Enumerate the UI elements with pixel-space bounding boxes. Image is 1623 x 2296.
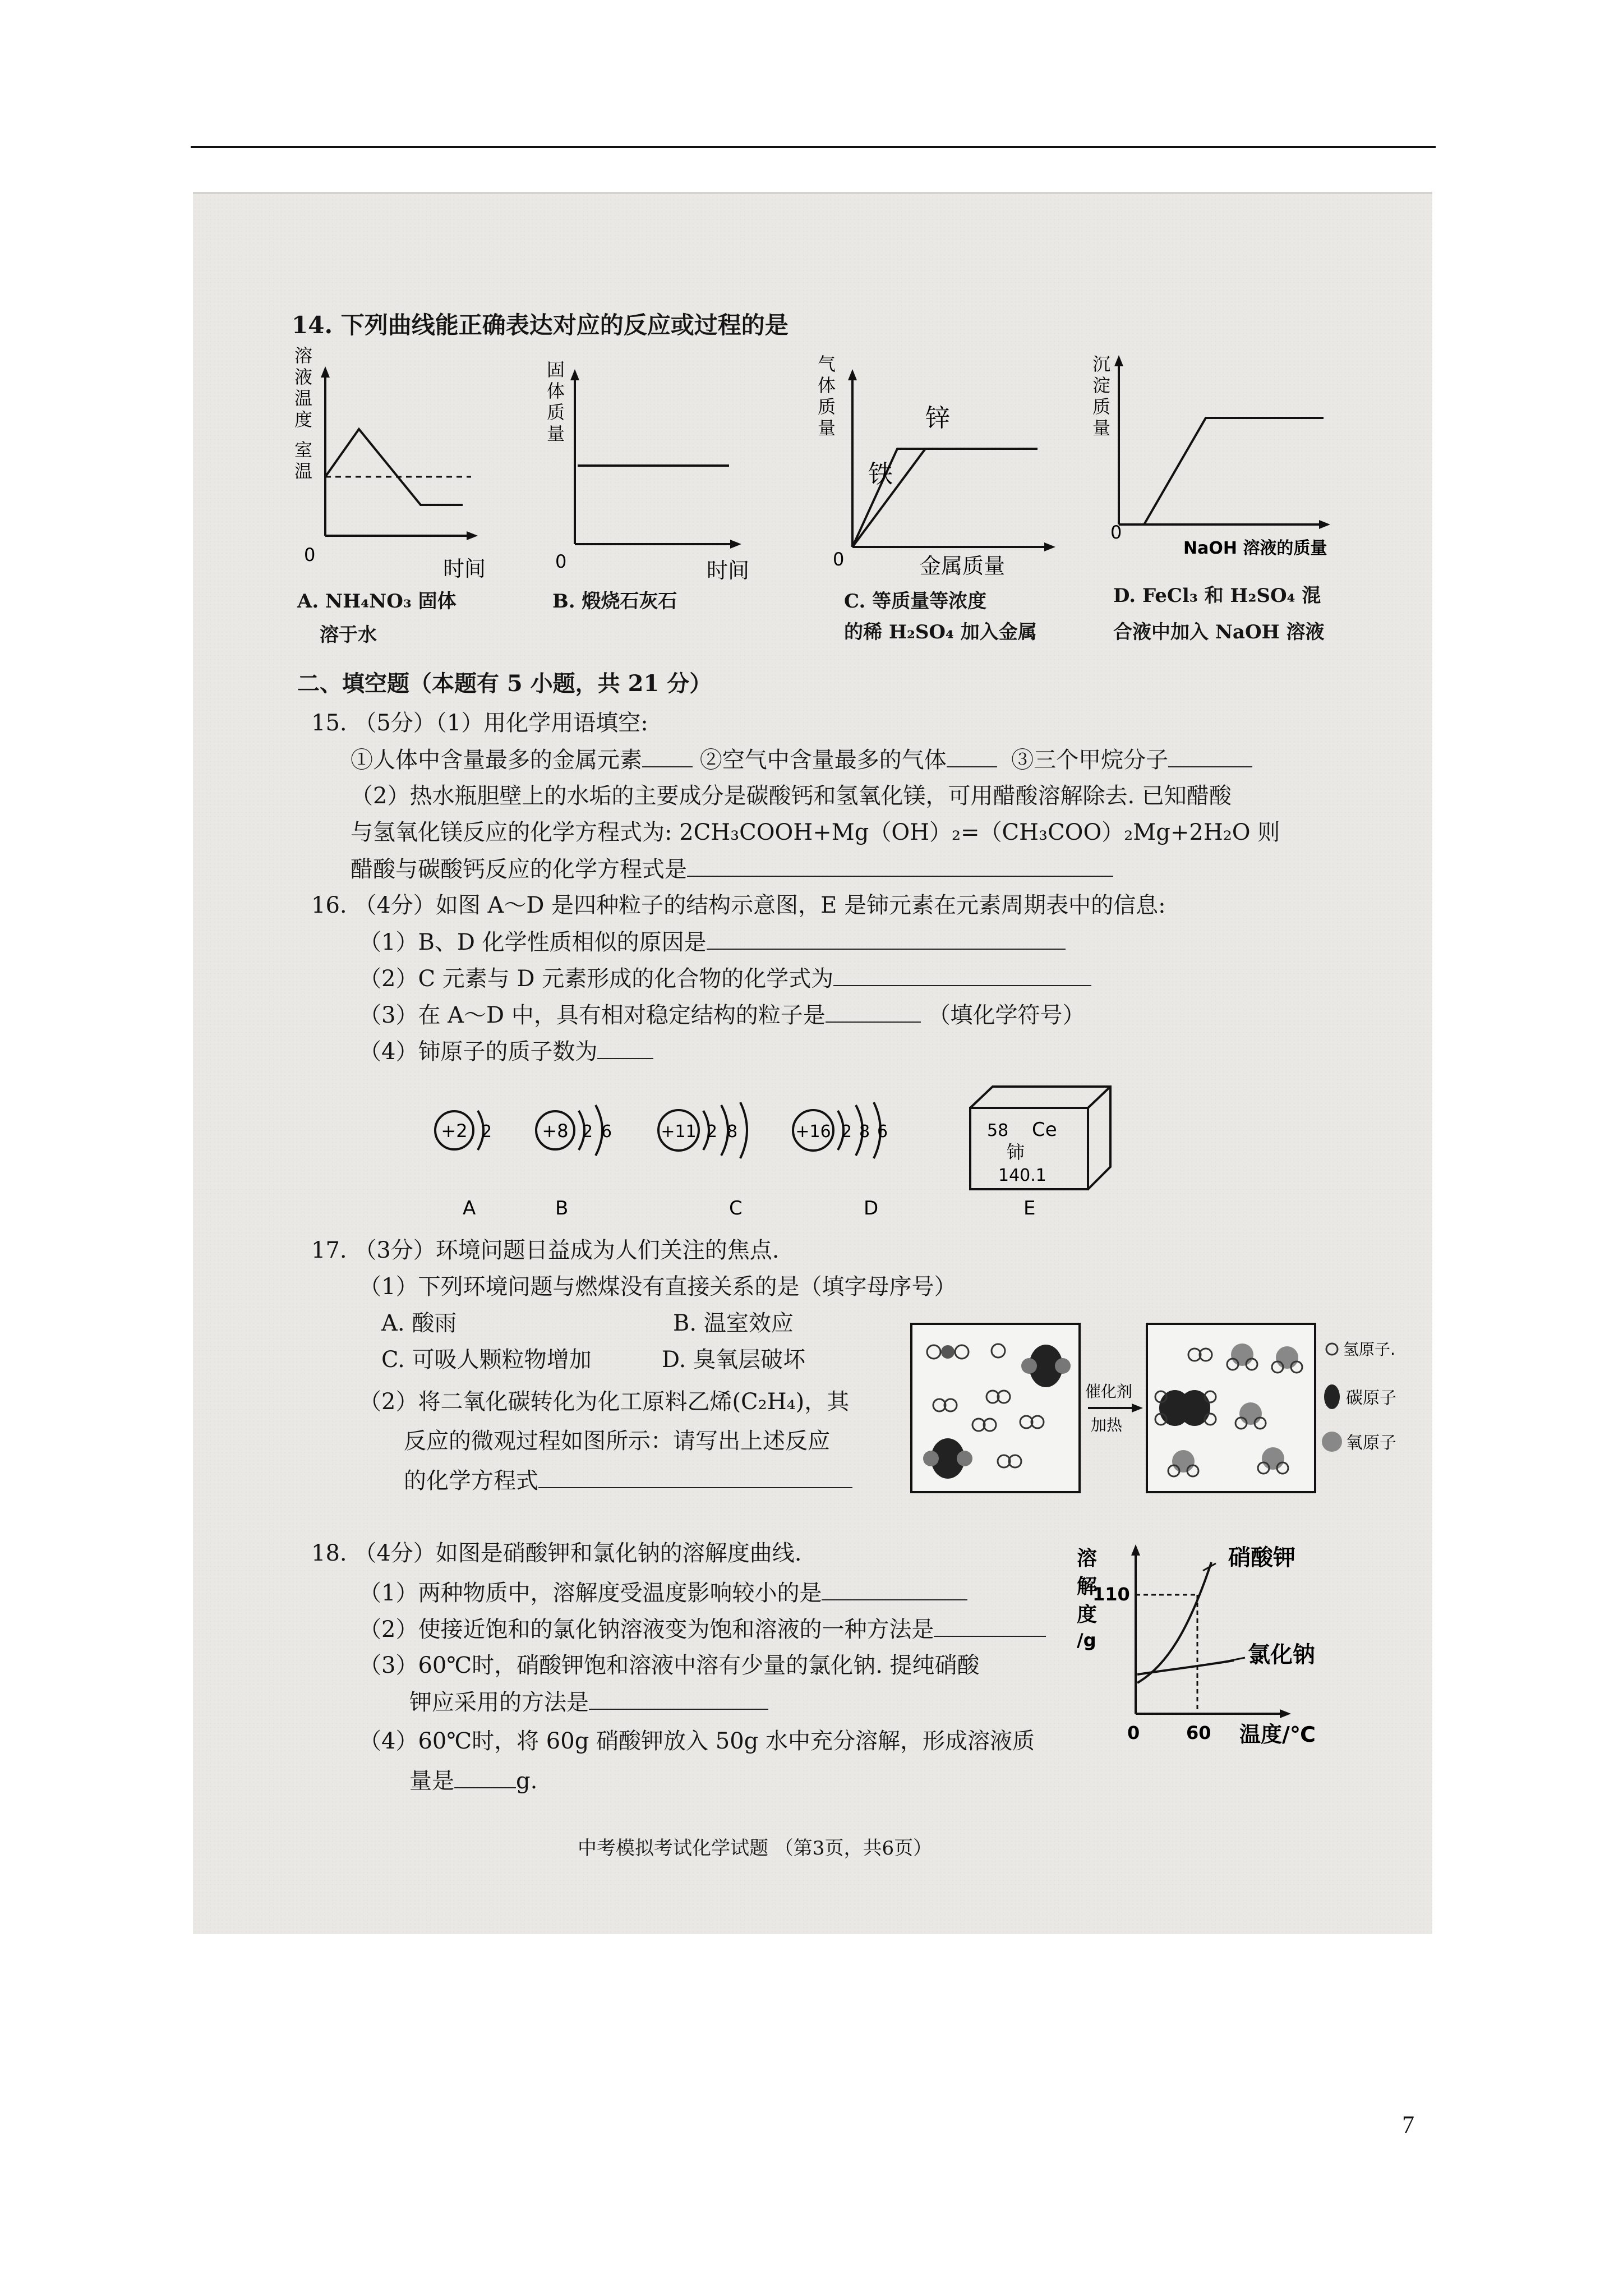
q15-blank2[interactable] (947, 746, 997, 767)
svg-text:58: 58 (987, 1121, 1009, 1140)
sol-kno3-label: 硝酸钾 (1228, 1545, 1295, 1571)
sol-origin: 0 (1127, 1722, 1140, 1743)
svg-text:+11: +11 (661, 1122, 697, 1142)
graph-a-origin: 0 (304, 544, 316, 565)
page-footer: 中考模拟考试化学试题 （第3页，共6页） (578, 1837, 933, 1860)
svg-text:A: A (463, 1197, 476, 1220)
q17-line2: （1）下列环境问题与燃煤没有直接关系的是（填字母序号） (359, 1274, 957, 1300)
q17-option-c[interactable]: C. 可吸人颗粒物增加 (381, 1347, 592, 1373)
arrow-heat: 加热 (1091, 1416, 1123, 1434)
legend-oxygen (1322, 1432, 1396, 1453)
q15-part1: ①人体中含量最多的金属元素 (351, 747, 642, 773)
graph-d-y3: 质 (1092, 396, 1111, 417)
q15-line2 (351, 746, 1252, 774)
q18-line5 (409, 1688, 768, 1716)
graph-c-xlabel: 金属质量 (920, 554, 1006, 578)
svg-text:6: 6 (877, 1122, 888, 1142)
svg-text:2: 2 (841, 1122, 852, 1142)
q14-option-d-2: 合液中加入 NaOH 溶液 (1113, 621, 1325, 643)
graph-c-y2: 体 (818, 375, 836, 396)
arrow-catalyst: 催化剂 (1085, 1382, 1133, 1401)
svg-text:8: 8 (727, 1122, 738, 1142)
graph-a-room1: 室 (294, 439, 313, 461)
q17-option-b[interactable]: B. 温室效应 (673, 1310, 794, 1336)
q18-line5-text: 钾应采用的方法是 (409, 1690, 589, 1715)
svg-text:+8: +8 (542, 1120, 569, 1142)
q16-line1: 16. （4分）如图 A～D 是四种粒子的结构示意图，E 是铈元素在元素周期表中的信息: (311, 892, 1166, 918)
q18-line3-text: （2）使接近饱和的氯化钠溶液变为饱和溶液的一种方法是 (359, 1617, 934, 1642)
graph-c (813, 342, 1077, 578)
q14-option-d-1[interactable]: D. FeCl₃ 和 H₂SO₄ 混 (1113, 585, 1321, 607)
section-heading: 二、填空题（本题有 5 小题，共 21 分） (297, 670, 712, 697)
q17-line1: 17. （3分）环境问题日益成为人们关注的焦点. (311, 1237, 780, 1263)
q18-line6: （4）60℃时，将 60g 硝酸钾放入 50g 水中充分溶解，形成溶液质 (359, 1728, 1035, 1754)
sol-y4: /g (1077, 1630, 1096, 1651)
q15-blank1[interactable] (642, 746, 693, 767)
q17-line5 (404, 1467, 852, 1494)
graph-c-y1: 气 (818, 353, 836, 375)
nacl-curve (1137, 1660, 1234, 1674)
q17-line5-text: 的化学方程式 (404, 1468, 538, 1494)
q18-line2-text: （1）两种物质中，溶解度受温度影响较小的是 (359, 1580, 822, 1606)
svg-text:8: 8 (859, 1122, 870, 1142)
q16-line3 (359, 965, 1091, 992)
graph-a (292, 345, 494, 581)
atom-diagrams (415, 1080, 1211, 1226)
sol-y1: 溶 (1077, 1547, 1098, 1570)
svg-text:D: D (864, 1197, 879, 1220)
sol-nacl-label: 氯化钠 (1248, 1642, 1315, 1668)
q16-line5-text: （4）铈原子的质子数为 (359, 1039, 598, 1065)
svg-text:E: E (1023, 1197, 1036, 1220)
q18-line1: 18. （4分）如图是硝酸钾和氯化钠的溶解度曲线. (311, 1540, 802, 1566)
graph-c-zinc: 锌 (925, 404, 950, 432)
q18-line4: （3）60℃时，硝酸钾饱和溶液中溶有少量的氯化钠. 提纯硝酸 (359, 1653, 980, 1678)
q15-line3: （2）热水瓶胆壁上的水垢的主要成分是碳酸钙和氢氧化镁，可用醋酸溶解除去. 已知醋酸 (351, 783, 1232, 809)
q18-line7 (409, 1767, 537, 1795)
svg-text:氢原子.: 氢原子. (1343, 1340, 1395, 1359)
sol-xlabel: 温度/℃ (1239, 1722, 1316, 1747)
q16-line5 (359, 1038, 653, 1065)
q15-line1: 15. （5分）（1）用化学用语填空: (311, 710, 648, 736)
graph-a-room2: 温 (294, 461, 313, 482)
graph-c-y4: 量 (818, 417, 836, 439)
sol-y3: 度 (1077, 1603, 1098, 1626)
graph-b-xlabel: 时间 (707, 558, 750, 583)
q14-title: 14. 下列曲线能正确表达对应的反应或过程的是 (292, 311, 789, 339)
q18-blank3[interactable] (589, 1688, 768, 1710)
q18-line7-unit: g. (516, 1768, 538, 1794)
q15-blank4[interactable] (687, 855, 1113, 877)
q17-line3: （2）将二氧化碳转化为化工原料乙烯(C₂H₄)，其 (359, 1389, 850, 1415)
q17-line4: 反应的微观过程如图所示：请写出上述反应 (404, 1428, 830, 1454)
graph-b-y3: 质 (547, 402, 565, 423)
q18-line7-text: 量是 (409, 1768, 454, 1794)
atom-d (793, 1102, 888, 1220)
graph-a-y4: 度 (294, 409, 313, 430)
q14-option-c-2: 的稀 H₂SO₄ 加入金属 (844, 621, 1037, 643)
graph-c-origin: 0 (833, 549, 845, 570)
graph-a-y2: 液 (294, 366, 313, 388)
svg-text:+2: +2 (441, 1120, 468, 1142)
graph-b (544, 359, 780, 583)
q14-option-a-1[interactable]: A. NH₄NO₃ 固体 (297, 590, 457, 613)
q17-blank[interactable] (538, 1467, 852, 1488)
graph-c-iron: 铁 (868, 460, 893, 489)
svg-text:6: 6 (601, 1122, 612, 1142)
svg-text:铈: 铈 (1007, 1142, 1025, 1163)
q16-blank3[interactable] (826, 1001, 921, 1023)
q15-blank3[interactable] (1168, 746, 1252, 767)
graph-d-y2: 淀 (1092, 375, 1111, 396)
q18-line2 (359, 1579, 967, 1607)
q16-line4-hint: （填化学符号） (928, 1002, 1085, 1028)
svg-text:碳原子: 碳原子 (1346, 1388, 1396, 1408)
q16-blank4[interactable] (597, 1038, 653, 1059)
q18-line3 (359, 1616, 1046, 1643)
svg-text:Ce: Ce (1032, 1119, 1057, 1141)
q15-part3: ③三个甲烷分子 (1011, 747, 1169, 773)
sol-x60: 60 (1186, 1722, 1211, 1743)
sol-tick-110: 110 (1092, 1584, 1130, 1605)
graph-d-xlabel: NaOH 溶液的质量 (1183, 539, 1327, 558)
legend-hydrogen (1326, 1340, 1395, 1359)
graph-d (1088, 345, 1346, 569)
q15-part2: ②空气中含量最多的气体 (699, 747, 947, 773)
q16-line3-text: （2）C 元素与 D 元素形成的化合物的化学式为 (359, 966, 834, 992)
q16-blank1[interactable] (707, 928, 1066, 950)
svg-text:140.1: 140.1 (998, 1166, 1046, 1185)
graph-b-y4: 量 (547, 423, 565, 444)
svg-text:氧原子: 氧原子 (1346, 1433, 1396, 1453)
graph-a-y3: 温 (294, 388, 313, 409)
atom-b (536, 1105, 612, 1220)
q14-option-a-2: 溶于水 (320, 624, 377, 646)
legend-carbon (1324, 1384, 1396, 1409)
graph-a-xlabel: 时间 (443, 556, 486, 581)
svg-text:2: 2 (582, 1122, 593, 1142)
q15-line4: 与氢氧化镁反应的化学方程式为: 2CH₃COOH+Mg（OH）₂=（CH₃COO）₂Mg+2H₂O 则 (351, 820, 1280, 845)
q17-option-a[interactable]: A. 酸雨 (381, 1310, 457, 1336)
q16-line4-text: （3）在 A～D 中，具有相对稳定结构的粒子是 (359, 1002, 826, 1028)
atom-c (658, 1102, 747, 1220)
svg-text:C: C (729, 1197, 743, 1220)
graph-b-y1: 固 (547, 359, 565, 380)
graph-c-y3: 质 (818, 396, 836, 417)
periodic-cell-ce (970, 1087, 1110, 1220)
sol-y2: 解 (1077, 1575, 1098, 1598)
graph-d-y1: 沉 (1092, 353, 1111, 375)
q15-line5 (351, 855, 1113, 883)
q16-line2-text: （1）B、D 化学性质相似的原因是 (359, 930, 707, 955)
q17-option-d[interactable]: D. 臭氧层破坏 (662, 1347, 806, 1373)
q18-blank2[interactable] (934, 1616, 1046, 1637)
header-rule (191, 146, 1436, 148)
q15-line5-text: 醋酸与碳酸钙反应的化学方程式是 (351, 857, 687, 882)
q16-line4 (359, 1001, 1085, 1029)
page-number: 7 (1402, 2111, 1414, 2138)
graph-b-origin: 0 (555, 551, 567, 572)
solubility-graph (1066, 1540, 1380, 1753)
q16-line2 (359, 928, 1066, 956)
q14-option-b[interactable]: B. 煅烧石灰石 (552, 590, 677, 613)
graph-a-y1: 溶 (294, 345, 313, 366)
q18-blank4[interactable] (454, 1767, 516, 1788)
graph-d-origin: 0 (1110, 522, 1122, 543)
svg-text:2: 2 (707, 1122, 718, 1142)
svg-text:+16: +16 (795, 1122, 831, 1142)
atom-a (435, 1111, 492, 1220)
graph-d-y4: 量 (1092, 417, 1111, 439)
q16-blank2[interactable] (833, 965, 1091, 986)
q18-blank1[interactable] (822, 1579, 967, 1600)
q14-option-c-1[interactable]: C. 等质量等浓度 (844, 590, 987, 613)
graph-b-y2: 体 (547, 380, 565, 402)
reaction-diagram (909, 1313, 1413, 1503)
svg-text:B: B (555, 1197, 569, 1220)
svg-text:2: 2 (481, 1122, 492, 1142)
